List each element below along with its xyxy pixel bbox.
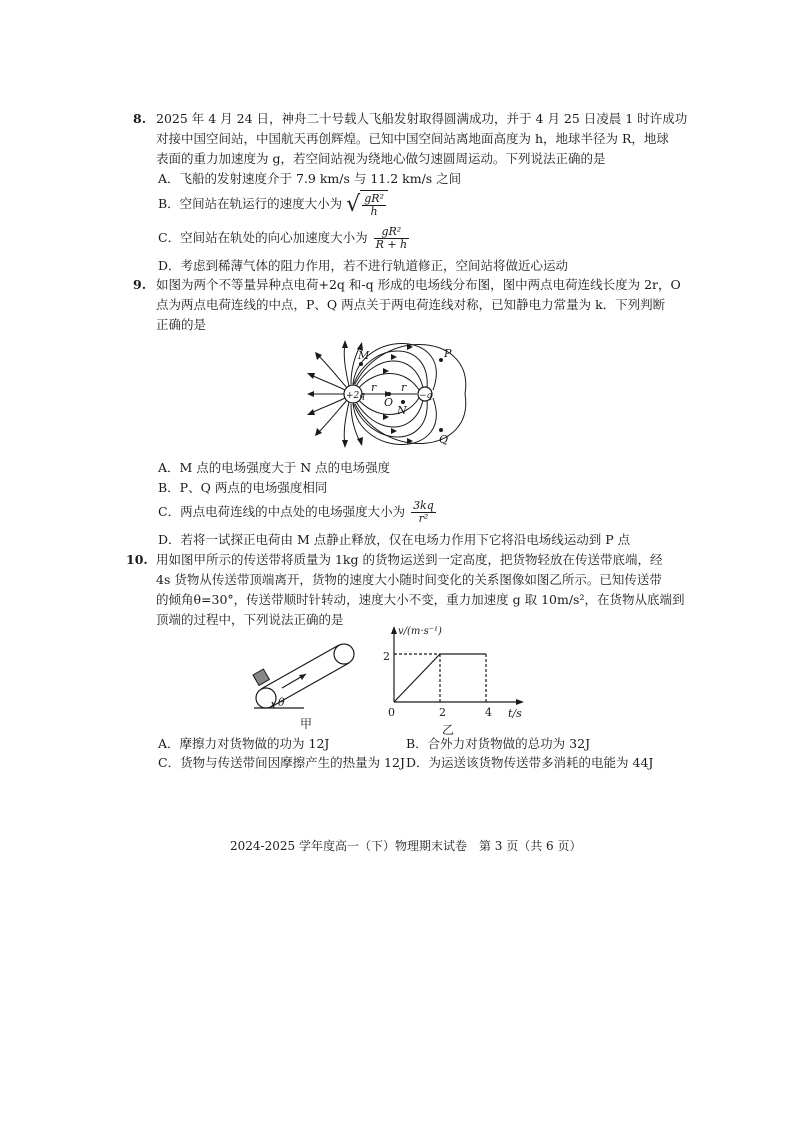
point-q-label: Q (439, 433, 449, 446)
fraction-numerator: gR² (364, 192, 384, 205)
distance-r-label: r (401, 381, 407, 394)
sqrt-expression: √ $\frac{\text{gR²}}{h}$ (346, 190, 388, 219)
question-stem-line: 对接中国空间站，中国航天再创辉煌。已知中国空间站离地面高度为 h，地球半径为 R，地球 (156, 131, 669, 146)
conveyor-belt-figure (244, 632, 364, 732)
question-stem-line: 如图为两个不等量异种点电荷+2q 和-q 形成的电场线分布图，图中两点电荷连线长度为 2r，O (156, 277, 681, 292)
page-footer: 2024-2025 学年度高一（下）物理期末试卷 第 3 页（共 6 页） (230, 839, 582, 853)
question-number: 8. (133, 111, 147, 126)
figure-yi-caption: 乙 (442, 723, 455, 737)
tick-x-4: 4 (485, 706, 492, 719)
point-p-label: P (444, 347, 452, 360)
positive-charge-label: +2q (346, 391, 366, 401)
option-d: D．考虑到稀薄气体的阻力作用，若不进行轨道修正，空间站将做近心运动 (158, 258, 569, 273)
question-stem-line: 表面的重力加速度为 g，若空间站视为绕地心做匀速圆周运动。下列说法正确的是 (156, 151, 606, 166)
question-stem-line: 2025 年 4 月 24 日，神舟二十号载人飞船发射取得圆满成功，并于 4 月 25 日凌晨 1 时许成功 (156, 111, 688, 126)
option-c: C．货物与传送带间因摩擦产生的热量为 12J (158, 755, 405, 770)
option-text: C．空间站在轨处的向心加速度大小为 (158, 230, 368, 245)
fraction-denominator: h (370, 205, 378, 218)
option-b: B．P、Q 两点的电场强度相同 (158, 480, 328, 495)
point-m-label: M (358, 349, 370, 362)
fraction-denominator: r² (418, 512, 429, 525)
question-stem-line: 顶端的过程中，下列说法正确的是 (156, 612, 344, 627)
angle-theta-label: θ (278, 696, 285, 709)
question-stem-line: 点为两点电荷连线的中点，P、Q 两点关于两电荷连线对称，已知静电力常量为 k．下列判断 (156, 297, 666, 312)
velocity-time-graph (380, 622, 530, 740)
figure-jia-caption: 甲 (300, 717, 313, 731)
fraction (411, 500, 436, 525)
option-d: D．为运送该货物传送带多消耗的电能为 44J (406, 755, 654, 770)
x-axis-label: t/s (508, 707, 522, 720)
tick-y-2: 2 (383, 650, 390, 663)
option-c (158, 224, 411, 252)
graph-series (394, 654, 486, 702)
option-d: D．若将一试探正电荷由 M 点静止释放，仅在电场力作用下它将沿电场线运动到 P 点 (158, 532, 631, 547)
fraction-numerator: 3kq (413, 499, 434, 512)
point-n-label: N (397, 404, 407, 417)
question-stem-line: 用如图甲所示的传送带将质量为 1kg 的货物运送到一定高度，把货物轻放在传送带底端，经 (156, 552, 663, 567)
tick-x-2: 2 (439, 706, 446, 719)
option-text: B．空间站在轨运行的速度大小为 (158, 196, 343, 211)
fraction-denominator: R + h (375, 238, 408, 251)
fraction (374, 226, 410, 251)
option-text: C．两点电荷连线的中点处的电场强度大小为 (158, 504, 406, 519)
question-stem-line: 的倾角θ=30°，传送带顺时针转动，速度大小不变，重力加速度 g 取 10m/s²，在货物从底端到 (156, 592, 685, 607)
option-b: B．合外力对货物做的总功为 32J (406, 736, 591, 751)
fraction-numerator: gR² (374, 226, 410, 239)
option-a: A．M 点的电场强度大于 N 点的电场强度 (158, 460, 391, 475)
distance-r-label: r (371, 381, 377, 394)
electric-field-diagram (305, 338, 475, 450)
question-number: 10. (126, 552, 148, 567)
option-b (158, 190, 388, 219)
question-number: 9. (133, 277, 147, 292)
option-a: A．飞船的发射速度介于 7.9 km/s 与 11.2 km/s 之间 (158, 171, 462, 186)
point-o-label: O (384, 396, 394, 409)
option-c (158, 498, 438, 526)
question-stem-line: 正确的是 (156, 317, 207, 332)
question-stem-line: 4s 货物从传送带顶端离开，货物的速度大小随时间变化的关系图像如图乙所示。已知传送带 (156, 572, 662, 587)
velocity-segment-accelerating (394, 654, 440, 702)
y-axis-label: v/(m·s⁻¹) (398, 626, 442, 637)
option-a: A．摩擦力对货物做的功为 12J (158, 736, 330, 751)
negative-charge-label: −q (419, 391, 433, 401)
tick-origin: 0 (388, 706, 395, 719)
